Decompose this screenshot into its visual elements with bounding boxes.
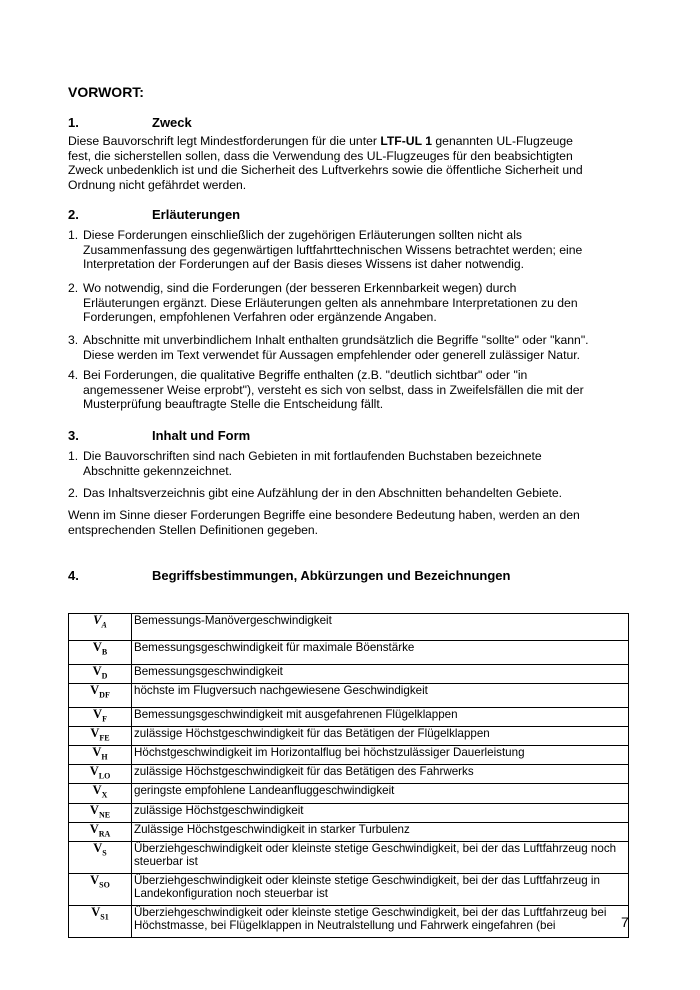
symbol-base: V [89, 802, 99, 817]
definition-text: Bemessungsgeschwindigkeit [132, 665, 629, 684]
symbol-cell [69, 905, 132, 937]
definitions-table [68, 613, 629, 938]
section-4-heading [68, 568, 510, 583]
symbol-subscript: X [101, 790, 108, 800]
definition-row [69, 684, 629, 708]
symbol-cell [69, 684, 132, 708]
list-item-text: Die Bauvorschriften sind nach Gebieten in mit fortlaufenden Buchstaben bezeichnete Abschnitte gekennzeichnet. [83, 449, 542, 478]
symbol-base: V [92, 664, 102, 678]
symbol-subscript: NE [98, 810, 111, 820]
definition-row [69, 614, 629, 641]
list-item-number: 2. [68, 281, 79, 295]
section-1-body [68, 134, 648, 192]
definition-text: zulässige Höchstgeschwindigkeit [132, 803, 629, 822]
body-line: Ordnung nicht gefährdet werden. [68, 177, 247, 192]
body-line: fest, die sicherstellen sollen, dass die Verwendung des UL-Flugzeuges für den beabsichtigten [68, 148, 573, 163]
symbol-base: V [93, 840, 103, 855]
page-number: 7 [621, 914, 629, 930]
symbol-subscript: D [101, 671, 108, 681]
symbol-cell [69, 746, 132, 765]
symbol-base: V [90, 726, 100, 741]
bold-reference: LTF-UL 1 [380, 134, 432, 148]
definition-text: Bemessungsgeschwindigkeit für maximale Böenstärke [132, 641, 629, 665]
definition-text: geringste empfohlene Landeanfluggeschwindigkeit [132, 784, 629, 803]
symbol-base: V [92, 640, 102, 654]
symbol-cell [69, 727, 132, 746]
body-line: Diese Bauvorschrift legt Mindestforderungen für die unter LTF-UL 1 genannten UL-Flugzeuge [68, 134, 573, 148]
definition-row [69, 841, 629, 873]
list-item [68, 368, 648, 412]
list-item-text: Wo notwendig, sind die Forderungen (der besseren Erkennbarkeit wegen) durch Erläuterungen ergänzt. Diese Erläuterungen gelten als annehmbare Interpretationen zu den Forderungen, empfohlenen Verfahren oder ergänzende Angaben. [83, 281, 578, 325]
definition-row [69, 765, 629, 784]
list-item-number: 1. [68, 449, 79, 463]
symbol-base: V [90, 872, 100, 887]
section-3-heading [68, 428, 250, 443]
list-item-text: Diese Forderungen einschließlich der zugehörigen Erläuterungen sollten nicht als Zusammenfassung des gegenwärtigen luftfahrttechnischen Wissens betrachtet werden; eine Interpretation der Forderungen auf der Basis dieses Wissens ist daher notwendig. [83, 228, 583, 272]
definitions-table-body [69, 614, 629, 938]
symbol-cell [69, 822, 132, 841]
definition-text: Überziehgeschwindigkeit oder kleinste stetige Geschwindigkeit, bei der das Luftfahrzeug bei Höchstmasse, bei Flügelklappen in Neutralstellung und Fahrwerk eingefahren (bei [132, 905, 629, 937]
list-item [68, 449, 648, 478]
symbol-subscript: S [102, 848, 107, 858]
definition-row [69, 641, 629, 665]
body-line: entsprechenden Stellen Definitionen gegeben. [68, 522, 319, 537]
definition-row [69, 905, 629, 937]
section-1-heading [68, 115, 192, 130]
section-title: Zweck [152, 115, 192, 130]
symbol-cell [69, 841, 132, 873]
section-number: 1. [68, 115, 79, 130]
definition-text: Überziehgeschwindigkeit oder kleinste stetige Geschwindigkeit, bei der das Luftfahrzeug noch steuerbar ist [132, 841, 629, 873]
symbol-subscript: H [101, 752, 108, 762]
list-item-number: 1. [68, 228, 79, 242]
definition-text: zulässige Höchstgeschwindigkeit für das Betätigen des Fahrwerks [132, 765, 629, 784]
list-item [68, 333, 648, 362]
list-item-number: 2. [68, 486, 79, 500]
list-item-number: 4. [68, 368, 79, 382]
definition-row [69, 873, 629, 905]
list-item-text: Das Inhaltsverzeichnis gibt eine Aufzählung der in den Abschnitten behandelten Gebiete. [83, 486, 563, 500]
symbol-subscript: F [102, 714, 107, 724]
list-item-text: Abschnitte mit unverbindlichem Inhalt enthalten grundsätzlich die Begriffe "sollte" oder "kann". Diese werden im Text verwendet für Aussagen empfehlender oder generell zulässiger Natur. [83, 333, 589, 362]
symbol-cell [69, 614, 132, 641]
list-item [68, 281, 648, 325]
symbol-subscript: FE [99, 733, 110, 743]
symbol-cell [69, 708, 132, 727]
definition-text: zulässige Höchstgeschwindigkeit für das Betätigen der Flügelklappen [132, 727, 629, 746]
section-title: Inhalt und Form [152, 428, 251, 443]
definition-text: Überziehgeschwindigkeit oder kleinste stetige Geschwindigkeit, bei der das Luftfahrzeug in Landekonfiguration noch steuerbar ist [132, 873, 629, 905]
list-item-text: Bei Forderungen, die qualitative Begriffe enthalten (z.B. "deutlich sichtbar" oder "in angemessener Weise erprobt"), versteht es sich von selbst, dass in Zweifelsfällen die mit der Musterprüfung beauftragte Stelle die Entscheidung fällt. [83, 368, 584, 412]
symbol-cell [69, 873, 132, 905]
symbol-cell [69, 803, 132, 822]
definition-text: höchste im Flugversuch nachgewiesene Geschwindigkeit [132, 684, 629, 708]
list-item [68, 486, 648, 501]
section-title: Erläuterungen [152, 207, 241, 222]
symbol-subscript: DF [99, 690, 110, 700]
definition-text: Bemessungs-Manövergeschwindigkeit [132, 614, 629, 641]
symbol-base: V [92, 745, 102, 760]
symbol-subscript: LO [98, 771, 111, 781]
symbol-base: V [93, 613, 102, 627]
symbol-base: V [93, 707, 103, 722]
definition-text: Zulässige Höchstgeschwindigkeit in starker Turbulenz [132, 822, 629, 841]
page-heading: VORWORT: [68, 84, 144, 100]
definition-row [69, 784, 629, 803]
definition-text: Bemessungsgeschwindigkeit mit ausgefahrenen Flügelklappen [132, 708, 629, 727]
definition-text: Höchstgeschwindigkeit im Horizontalflug bei höchstzulässiger Dauerleistung [132, 746, 629, 765]
symbol-base: V [89, 764, 99, 779]
closing-paragraph [68, 508, 648, 537]
section-number: 4. [68, 568, 79, 583]
definition-row [69, 665, 629, 684]
symbol-subscript: S1 [100, 912, 109, 922]
section-title: Begriffsbestimmungen, Abkürzungen und Bezeichnungen [152, 568, 511, 583]
list-item-number: 3. [68, 333, 79, 347]
symbol-subscript: RA [98, 829, 111, 839]
definition-row [69, 727, 629, 746]
symbol-base: V [90, 683, 100, 698]
symbol-base: V [92, 783, 102, 798]
definition-row [69, 822, 629, 841]
definition-row [69, 746, 629, 765]
section-number: 2. [68, 207, 79, 222]
symbol-cell [69, 765, 132, 784]
symbol-base: V [91, 904, 101, 919]
definition-row [69, 803, 629, 822]
symbol-subscript: SO [99, 880, 110, 890]
definition-row [69, 708, 629, 727]
section-2-heading [68, 207, 240, 222]
list-item [68, 228, 648, 272]
symbol-cell [69, 665, 132, 684]
section-number: 3. [68, 428, 79, 443]
symbol-subscript: A [101, 620, 107, 630]
symbol-cell [69, 784, 132, 803]
body-line: Wenn im Sinne dieser Forderungen Begriffe eine besondere Bedeutung haben, werden an den [68, 508, 580, 522]
symbol-base: V [89, 821, 99, 836]
symbol-subscript: B [101, 647, 108, 657]
symbol-cell [69, 641, 132, 665]
body-line: Zweck unbedenklich ist und die Sicherheit des Luftverkehrs sowie die öffentliche Sicherheit und [68, 163, 583, 178]
